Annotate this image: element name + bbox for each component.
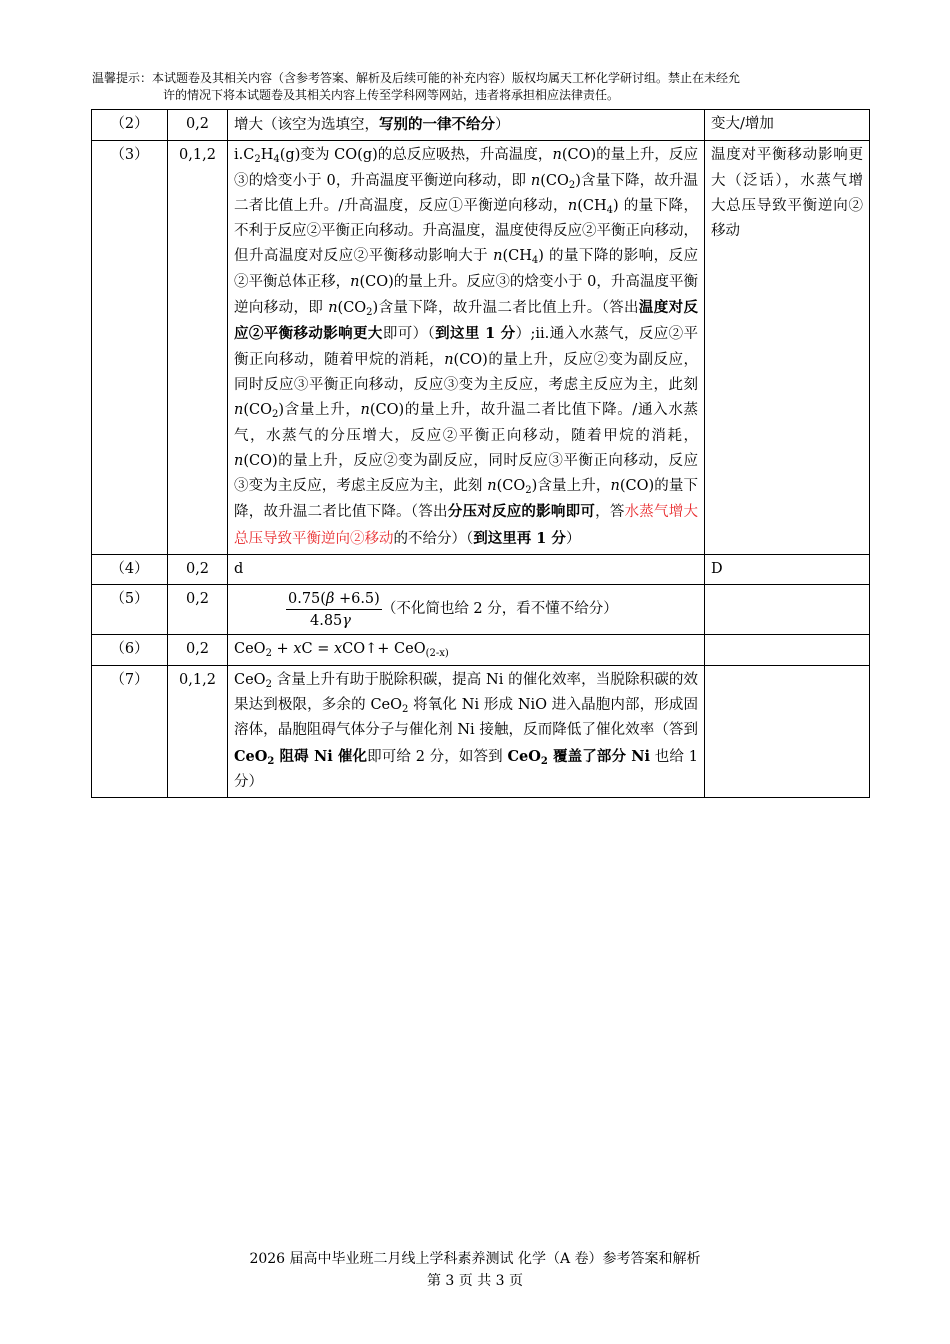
answer-cell: d [228, 555, 705, 585]
page-number: 第 3 页 共 3 页 [426, 1273, 524, 1289]
question-number: （3） [92, 141, 168, 555]
answer-cell: CeO$_2$ 含量上升有助于脱除积碳，提高 Ni 的催化效率，当脱除积碳的效果达到极限，多余的 CeO$_2$ 将氧化 Ni 形成 NiO 进入晶胞内部，形成固溶体，晶胞阻碍气体分子与催化剂 Ni 接触，反而降低了催化效率（答到 CeO$_2$ 阻碍 Ni 催化即可给 2 分，如答到 CeO$_2$ 覆盖了部分 Ni 也给 1 分） [228, 665, 705, 797]
answer-cell [228, 585, 705, 635]
score-options: 0,2 [168, 635, 228, 665]
table-row [92, 635, 870, 665]
incorrect-answer-highlight: 水蒸气增大总压导致平衡逆向②移动 [234, 504, 699, 547]
table-row [92, 110, 870, 141]
question-number: （2） [92, 110, 168, 141]
table-row [92, 141, 870, 555]
table-row [92, 665, 870, 797]
score-options: 0,2 [168, 555, 228, 585]
answer-cell: $i.C_2H_4(g)$变为 CO(g)的总反应吸热，升高温度，n(CO)的量上升，反应③的焓变小于 0，升高温度平衡逆向移动，即 $n(CO_2)$含量下降，故升温二者比值上升。/升高温度，反应①平衡逆向移动，$n(CH_4)$ 的量下降，不利于反应②平衡正向移动。升高温度，温度使得反应②平衡正向移动，但升高温度对反应②平衡移动影响大于 $n(CH_4)$ 的量下降的影响，反应②平衡总体正移，n(CO)的量上升。反应③的焓变小于 0，升高温度平衡逆向移动，即 $n(CO_2)$含量下降，故升温二者比值上升。（答出温度对反应②平衡移动影响更大即可）（到这里 1 分）;ii.通入水蒸气，反应②平衡正向移动，随着甲烷的消耗，n(CO)的量上升，反应②变为副反应，同时反应③平衡正向移动，反应③变为主反应，考虑主反应为主，此刻 $n(CO_2)$含量上升，n(CO)的量上升，故升温二者比值下降。/通入水蒸气，水蒸气的分压增大，反应②平衡正向移动，随着甲烷的消耗，n(CO)的量上升，反应②变为副反应，同时反应③平衡正向移动，反应③变为主反应，考虑主反应为主，此刻 $n(CO_2)$含量上升，n(CO)的量下降，故升温二者比值下降。（答出分压对反应的影响即可，答水蒸气增大总压导致平衡逆向②移动的不给分）（到这里再 1 分） [228, 141, 705, 555]
answer-table [91, 109, 870, 798]
copyright-notice [92, 70, 872, 104]
alternate-answer-cell: 变大/增加 [705, 110, 870, 141]
alternate-answer-cell [705, 585, 870, 635]
alternate-answer-cell [705, 665, 870, 797]
alternate-answer-cell: 温度对平衡移动影响更大（泛话），水蒸气增大总压导致平衡逆向②移动 [705, 141, 870, 555]
question-number: （4） [92, 555, 168, 585]
question-number: （7） [92, 665, 168, 797]
table-row [92, 585, 870, 635]
score-options: 0,1,2 [168, 141, 228, 555]
notice-line-1: 温馨提示：本试题卷及其相关内容（含参考答案、解析及后续可能的补充内容）版权均属天工杯化学研讨组。禁止在未经允 [92, 71, 741, 85]
question-number: （5） [92, 585, 168, 635]
score-options: 0,2 [168, 110, 228, 141]
fraction-denominator: 4.85γ [310, 613, 351, 630]
grading-comment: （不化简也给 2 分，看不懂不给分） [381, 601, 618, 618]
footer-title: 2026 届高中毕业班二月线上学科素养测试 化学（A 卷）参考答案和解析 [249, 1251, 701, 1267]
fraction-numerator: 0.75(β +6.5) [286, 589, 382, 610]
score-options: 0,2 [168, 585, 228, 635]
notice-line-2: 许的情况下将本试题卷及其相关内容上传至学科网等网站，违者将承担相应法律责任。 [163, 88, 620, 102]
table-row [92, 555, 870, 585]
score-options: 0,1,2 [168, 665, 228, 797]
fraction-expression [286, 589, 382, 632]
answer-cell: CeO$_2$ + xC = xCO↑+ CeO$_{(2-x)}$ [228, 635, 705, 665]
answer-cell: 增大（该空为选填空，写别的一律不给分） [228, 110, 705, 141]
alternate-answer-cell [705, 635, 870, 665]
alternate-answer-cell: D [705, 555, 870, 585]
question-number: （6） [92, 635, 168, 665]
